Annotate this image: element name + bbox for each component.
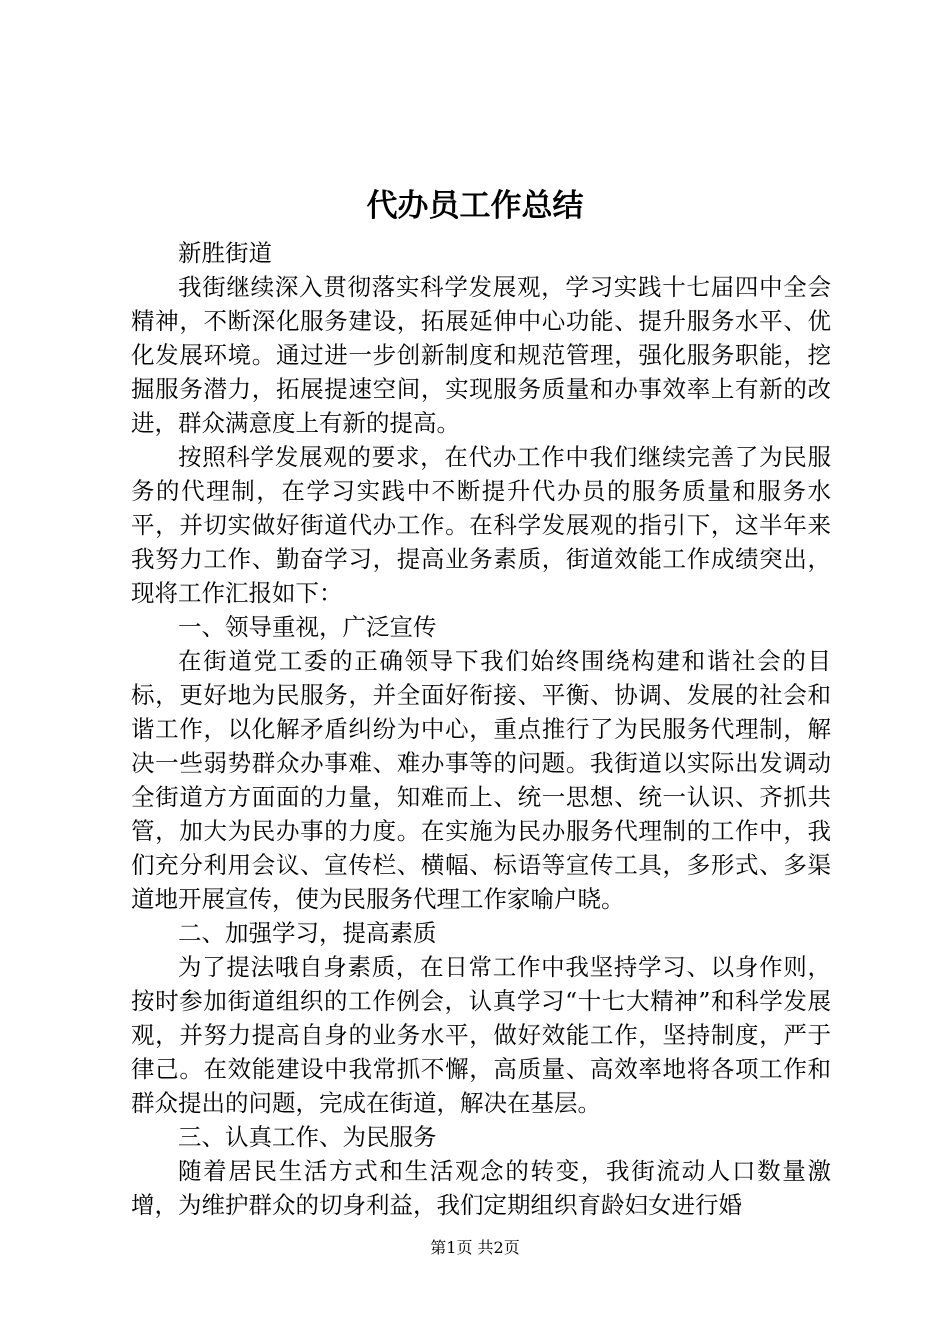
document-body [131, 236, 831, 1222]
section-heading-1: 一、领导重视，广泛宣传 [178, 613, 437, 641]
paragraph-overview: 按照科学发展观的要求，在代办工作中我们继续完善了为民服务的代理制，在学习实践中不断提升代办员的服务质量和服务水平，并切实做好街道代办工作。在科学发展观的指引下，这半年来我努力工作、勤奋学习，提高业务素质，街道效能工作成绩突出，现将工作汇报如下： [131, 443, 831, 607]
paragraph-author: 新胜街道 [178, 239, 272, 267]
paragraph-section-2: 为了提法哦自身素质，在日常工作中我坚持学习、以身作则，按时参加街道组织的工作例会，认真学习“十七大精神”和科学发展观，并努力提高自身的业务水平，做好效能工作，坚持制度，严于律己。在效能建设中我常抓不懈，高质量、高效率地将各项工作和群众提出的问题，完成在街道，解决在基层。 [131, 953, 831, 1117]
section-heading-3: 三、认真工作、为民服务 [178, 1123, 437, 1151]
paragraph-section-1: 在街道党工委的正确领导下我们始终围绕构建和谐社会的目标，更好地为民服务，并全面好衔接、平衡、协调、发展的社会和谐工作，以化解矛盾纠纷为中心，重点推行了为民服务代理制，解决一些弱势群众办事难、难办事等的问题。我街道以实际出发调动全街道方方面面的力量，知难而上、统一思想、统一认识、齐抓共管，加大为民办事的力度。在实施为民办服务代理制的工作中，我们充分利用会议、宣传栏、横幅、标语等宣传工具，多形式、多渠道地开展宣传，使为民服务代理工作家喻户晓。 [131, 647, 831, 913]
document-title: 代办员工作总结 [366, 188, 584, 224]
paragraph-intro: 我街继续深入贯彻落实科学发展观，学习实践十七届四中全会精神，不断深化服务建设，拓展延伸中心功能、提升服务水平、优化发展环境。通过进一步创新制度和规范管理，强化服务职能，挖掘服务潜力，拓展提速空间，实现服务质量和办事效率上有新的改进，群众满意度上有新的提高。 [131, 273, 831, 437]
paragraph-section-3: 随着居民生活方式和生活观念的转变，我街流动人口数量激增，为维护群众的切身利益，我们定期组织育龄妇女进行婚 [131, 1157, 831, 1219]
section-heading-2: 二、加强学习，提高素质 [178, 919, 437, 947]
page-number-footer: 第1页 共2页 [430, 1238, 520, 1257]
